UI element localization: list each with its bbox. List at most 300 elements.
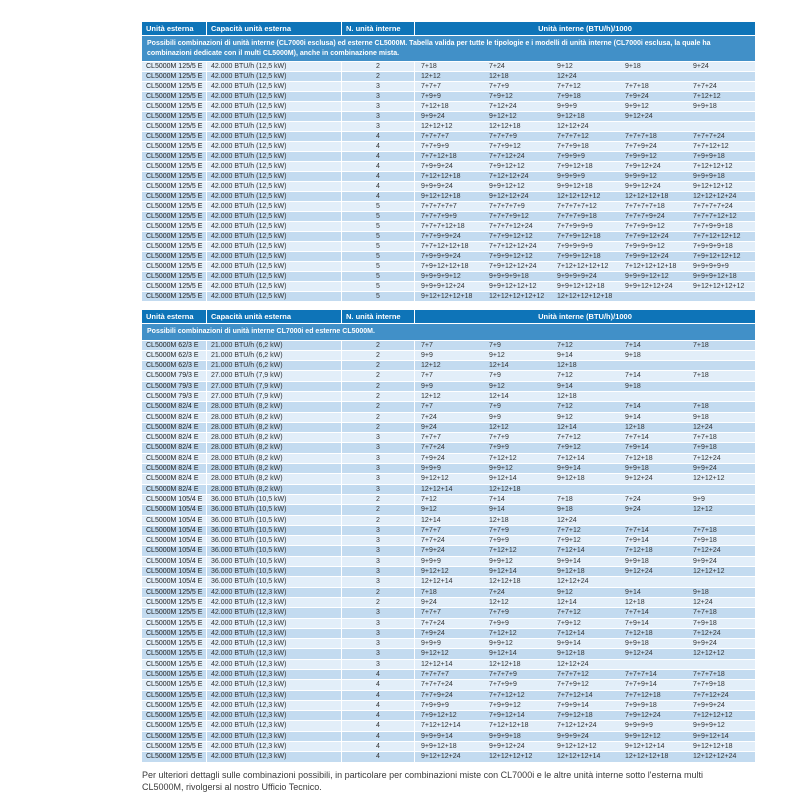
cell-combination: 7+24	[489, 63, 505, 70]
cell-indoor-count: 2	[342, 505, 415, 514]
table-row	[142, 598, 755, 608]
cell-combination: 7+7+7	[421, 609, 441, 617]
table-row	[142, 454, 755, 464]
cell-capacity: 42.000 BTU/h (12,5 kW)	[207, 182, 342, 191]
cell-outdoor-unit: CL5000M 105/4 E	[142, 567, 207, 576]
cell-combination: 9+9+9+12	[693, 722, 725, 730]
table-row	[142, 536, 755, 546]
cell-indoor-count: 4	[342, 691, 415, 700]
cell-combination: 9+9+18	[693, 103, 717, 110]
cell-indoor-count: 2	[342, 72, 415, 81]
cell-combination: 9+18	[557, 506, 573, 514]
table-row	[142, 691, 755, 701]
cell-combination: 7+7+7+9	[489, 671, 517, 678]
cell-combination: 7+9+12	[489, 93, 513, 100]
cell-indoor-count: 4	[342, 162, 415, 171]
table-row	[142, 464, 755, 474]
cell-combination: 7+9+14	[625, 444, 649, 452]
cell-combination	[619, 361, 687, 370]
cell-capacity: 42.000 BTU/h (12,5 kW)	[207, 62, 342, 71]
cell-combination: 7+12+12	[489, 454, 517, 462]
cell-capacity: 42.000 BTU/h (12,5 kW)	[207, 222, 342, 231]
cell-indoor-count: 3	[342, 577, 415, 586]
cell-capacity: 42.000 BTU/h (12,5 kW)	[207, 212, 342, 221]
cell-combination: 12+12+12+24	[693, 193, 737, 200]
cell-indoor-count: 3	[342, 474, 415, 483]
cell-combination: 7+7+12	[557, 434, 581, 442]
cell-combination: 9+12	[421, 506, 437, 514]
cell-combination: 7+12+12+12	[693, 163, 733, 170]
cell-combination: 7+7+7	[421, 83, 441, 90]
cell-combination: 7+7+9+18	[693, 681, 725, 689]
cell-capacity: 28.000 BTU/h (8,2 kW)	[207, 433, 342, 442]
table-row	[142, 202, 755, 212]
cell-combination: 7+7+9+9	[489, 681, 517, 689]
cell-outdoor-unit: CL5000M 125/5 E	[142, 252, 207, 261]
cell-combination: 12+12+12+12	[489, 753, 533, 761]
cell-combination: 7+7+7+24	[421, 681, 453, 689]
cell-outdoor-unit: CL5000M 125/5 E	[142, 272, 207, 281]
cell-combination: 9+18	[625, 351, 641, 359]
cell-indoor-count: 3	[342, 660, 415, 669]
cell-indoor-count: 5	[342, 272, 415, 281]
cell-outdoor-unit: CL5000M 125/5 E	[142, 711, 207, 720]
table-note: Possibili combinazioni di unità interne CL7000i ed esterne CL5000M.	[142, 324, 755, 340]
cell-combination: 9+14	[557, 382, 573, 390]
cell-outdoor-unit: CL5000M 125/5 E	[142, 222, 207, 231]
table-row	[142, 122, 755, 132]
table-row	[142, 413, 755, 423]
cell-combination	[687, 392, 755, 401]
cell-combination: 7+12	[557, 372, 573, 380]
cell-capacity: 36.000 BTU/h (10,5 kW)	[207, 567, 342, 576]
cell-indoor-count: 2	[342, 402, 415, 411]
table-row	[142, 282, 755, 292]
cell-combination: 9+12	[557, 413, 573, 421]
cell-outdoor-unit: CL5000M 125/5 E	[142, 670, 207, 679]
cell-combination: 7+9+9+9	[421, 701, 449, 709]
cell-combination: 7+9+14	[625, 537, 649, 545]
cell-combination: 9+12+12	[421, 568, 449, 576]
table-row	[142, 341, 755, 351]
table-row	[142, 649, 755, 659]
cell-indoor-count: 3	[342, 92, 415, 101]
cell-capacity: 42.000 BTU/h (12,3 kW)	[207, 619, 342, 628]
cell-combination: 7+7+9+9+9	[557, 223, 593, 230]
cell-combination: 7+12+24	[693, 629, 721, 637]
cell-combination: 7+7+9+9	[421, 143, 449, 150]
cell-indoor-count: 4	[342, 742, 415, 751]
cell-combination: 9+9+12	[489, 465, 513, 473]
cell-combination: 7+7+12+24	[489, 153, 525, 160]
cell-outdoor-unit: CL5000M 125/5 E	[142, 292, 207, 301]
cell-combination: 12+14	[489, 362, 509, 370]
cell-combination: 9+24	[421, 423, 437, 431]
cell-capacity: 36.000 BTU/h (10,5 kW)	[207, 546, 342, 555]
cell-combination: 7+7+9	[489, 434, 509, 442]
table-row	[142, 588, 755, 598]
table-row	[142, 443, 755, 453]
cell-capacity: 36.000 BTU/h (10,5 kW)	[207, 536, 342, 545]
cell-indoor-count: 2	[342, 516, 415, 525]
table-row	[142, 262, 755, 272]
cell-indoor-count: 3	[342, 443, 415, 452]
cell-combination: 7+7+12+18	[625, 691, 661, 699]
cell-capacity: 42.000 BTU/h (12,3 kW)	[207, 701, 342, 710]
cell-combination: 7+9+12+14	[489, 712, 525, 720]
cell-outdoor-unit: CL5000M 125/5 E	[142, 732, 207, 741]
cell-combination: 12+12+12+12+12	[489, 293, 545, 300]
cell-combination: 9+12+18	[557, 650, 585, 658]
cell-combination: 12+18	[557, 392, 577, 400]
cell-capacity: 42.000 BTU/h (12,3 kW)	[207, 588, 342, 597]
table-row	[142, 516, 755, 526]
cell-combination: 7+7+7+24	[693, 133, 725, 140]
cell-outdoor-unit: CL5000M 125/5 E	[142, 660, 207, 669]
cell-combination: 9+9+9+9+12	[421, 273, 461, 280]
table-row	[142, 382, 755, 392]
cell-combination: 7+7+12+12+12	[693, 233, 741, 240]
cell-combination: 7+9+9	[489, 444, 509, 452]
cell-combination: 7+7+9	[489, 526, 509, 534]
table-row	[142, 351, 755, 361]
cell-outdoor-unit: CL5000M 125/5 E	[142, 192, 207, 201]
table-row	[142, 732, 755, 742]
cell-combination: 9+18	[625, 63, 641, 70]
cell-indoor-count: 4	[342, 192, 415, 201]
cell-indoor-count: 2	[342, 341, 415, 350]
table-row	[142, 182, 755, 192]
cell-outdoor-unit: CL5000M 125/5 E	[142, 639, 207, 648]
cell-capacity: 28.000 BTU/h (8,2 kW)	[207, 464, 342, 473]
table-row	[142, 392, 755, 402]
cell-indoor-count: 3	[342, 454, 415, 463]
table-note: Possibili combinazioni di unità interne (CL7000i esclusa) ed esterne CL5000M. Tabella valida per tutte le tipologie e i modelli di unità interne (CL7000i esclusa, la quale ha combinazioni dedicate con il multi CL5000M), anche in combinazione mista.	[142, 36, 755, 61]
table-row	[142, 132, 755, 142]
cell-combination: 12+12+12+12+18	[557, 293, 613, 300]
cell-combination: 7+12+12+24	[557, 722, 597, 730]
cell-combination: 9+9+9+12+18	[693, 273, 737, 280]
table-row	[142, 505, 755, 515]
table-header-row	[142, 310, 755, 323]
table-row	[142, 92, 755, 102]
cell-outdoor-unit: CL5000M 79/3 E	[142, 371, 207, 380]
cell-combination: 12+18	[489, 73, 509, 80]
cell-capacity: 42.000 BTU/h (12,5 kW)	[207, 152, 342, 161]
cell-indoor-count: 5	[342, 262, 415, 271]
cell-combination: 7+7+7+18	[625, 133, 657, 140]
cell-outdoor-unit: CL5000M 82/4 E	[142, 402, 207, 411]
cell-capacity: 36.000 BTU/h (10,5 kW)	[207, 577, 342, 586]
cell-combination: 7+7+14	[625, 609, 649, 617]
cell-combination	[687, 72, 755, 81]
cell-combination: 9+9+9	[421, 640, 441, 648]
cell-combination: 9+12+12	[489, 113, 517, 120]
cell-combination: 7+7+7+9+9	[421, 213, 457, 220]
cell-combination: 7+7+24	[693, 83, 717, 90]
cell-combination: 7+18	[693, 341, 709, 349]
cell-indoor-count: 2	[342, 392, 415, 401]
cell-combination: 9+9+24	[693, 465, 717, 473]
cell-capacity: 42.000 BTU/h (12,5 kW)	[207, 92, 342, 101]
cell-combination: 7+7+9+12+18	[557, 233, 601, 240]
cell-indoor-count: 5	[342, 232, 415, 241]
cell-combination: 12+18	[625, 598, 645, 606]
cell-outdoor-unit: CL5000M 125/5 E	[142, 619, 207, 628]
cell-outdoor-unit: CL5000M 125/5 E	[142, 752, 207, 761]
cell-combination: 12+12	[421, 362, 441, 370]
cell-combination: 9+12	[557, 63, 573, 70]
cell-indoor-count: 3	[342, 608, 415, 617]
cell-outdoor-unit: CL5000M 125/5 E	[142, 102, 207, 111]
cell-combination	[687, 351, 755, 360]
table-row	[142, 474, 755, 484]
cell-combination: 7+9+12+12+18	[421, 263, 469, 270]
cell-combination: 7+7+7+12	[557, 671, 589, 678]
cell-indoor-count: 4	[342, 711, 415, 720]
cell-outdoor-unit: CL5000M 125/5 E	[142, 142, 207, 151]
cell-combination: 9+9+12	[489, 640, 513, 648]
cell-combination: 7+9+9+9+24	[421, 253, 461, 260]
cell-combination: 7+9+12+12+12	[693, 253, 741, 260]
cell-indoor-count: 5	[342, 292, 415, 301]
cell-outdoor-unit: CL5000M 105/4 E	[142, 546, 207, 555]
cell-combination: 9+12+12+18	[421, 193, 461, 200]
table-row	[142, 495, 755, 505]
cell-indoor-count: 3	[342, 536, 415, 545]
cell-combination: 7+7+12+12+24	[489, 243, 537, 250]
cell-combination: 12+12+12	[693, 568, 725, 576]
cell-combination: 7+12+18	[625, 547, 653, 555]
table-row	[142, 660, 755, 670]
cell-combination: 7+7+9+9+24	[421, 233, 461, 240]
cell-combination: 7+9	[489, 372, 501, 380]
cell-indoor-count: 3	[342, 557, 415, 566]
cell-combination: 7+9+12+12	[421, 712, 457, 720]
cell-capacity: 28.000 BTU/h (8,2 kW)	[207, 423, 342, 432]
cell-outdoor-unit: CL5000M 125/5 E	[142, 649, 207, 658]
cell-combination: 7+7+7+9+12	[489, 213, 529, 220]
cell-combination	[687, 660, 755, 669]
cell-combination: 9+12+12	[421, 650, 449, 658]
table-row	[142, 361, 755, 371]
cell-combination: 7+7+9+24	[421, 691, 453, 699]
cell-combination	[619, 72, 687, 81]
cell-capacity: 36.000 BTU/h (10,5 kW)	[207, 526, 342, 535]
cell-indoor-count: 4	[342, 172, 415, 181]
cell-combination: 7+9+18	[693, 619, 717, 627]
cell-combination: 9+12+24	[625, 568, 653, 576]
cell-combination: 7+14	[625, 341, 641, 349]
cell-capacity: 42.000 BTU/h (12,5 kW)	[207, 172, 342, 181]
cell-indoor-count: 3	[342, 464, 415, 473]
cell-indoor-count: 2	[342, 361, 415, 370]
cell-combination: 7+7+12	[557, 526, 581, 534]
cell-combination: 12+14	[489, 392, 509, 400]
column-header-indoor-units: Unità interne (BTU/h)/1000	[415, 22, 755, 35]
table-row	[142, 402, 755, 412]
cell-combination: 7+9+9+9+18	[693, 243, 733, 250]
cell-outdoor-unit: CL5000M 105/4 E	[142, 516, 207, 525]
cell-combination: 7+9+12+24	[625, 163, 661, 170]
cell-capacity: 42.000 BTU/h (12,3 kW)	[207, 691, 342, 700]
cell-combination: 7+14	[489, 495, 505, 503]
cell-combination: 7+7+18	[693, 434, 717, 442]
cell-capacity: 36.000 BTU/h (10,5 kW)	[207, 557, 342, 566]
cell-outdoor-unit: CL5000M 125/5 E	[142, 182, 207, 191]
cell-combination: 12+12+12	[421, 123, 453, 130]
cell-outdoor-unit: CL5000M 105/4 E	[142, 557, 207, 566]
cell-combination: 7+9+9	[489, 537, 509, 545]
cell-combination	[619, 485, 687, 494]
column-header-indoor-count: N. unità interne	[342, 22, 415, 35]
cell-combination: 7+7+7+7+12	[557, 203, 597, 210]
cell-indoor-count: 3	[342, 485, 415, 494]
cell-indoor-count: 2	[342, 62, 415, 71]
cell-combination: 7+7+14	[625, 526, 649, 534]
cell-combination: 9+14	[557, 351, 573, 359]
cell-indoor-count: 3	[342, 102, 415, 111]
cell-combination: 7+7+12+18	[421, 153, 457, 160]
cell-combination: 9+9+9	[557, 103, 577, 110]
cell-combination: 9+9+9+24	[557, 732, 589, 740]
cell-combination: 9+12+18	[557, 475, 585, 483]
table-row	[142, 72, 755, 82]
cell-combination: 12+12+12+24	[693, 753, 737, 761]
cell-capacity: 27.000 BTU/h (7,9 kW)	[207, 382, 342, 391]
cell-combination: 7+12+18	[421, 103, 449, 110]
cell-combination: 7+9+12	[557, 444, 581, 452]
cell-combination: 7+12+24	[489, 103, 517, 110]
cell-capacity: 42.000 BTU/h (12,5 kW)	[207, 252, 342, 261]
cell-combination: 7+9+18	[693, 444, 717, 452]
table-row	[142, 670, 755, 680]
cell-combination: 9+9+9+9+9	[693, 263, 729, 270]
cell-outdoor-unit: CL5000M 82/4 E	[142, 433, 207, 442]
cell-capacity: 42.000 BTU/h (12,5 kW)	[207, 102, 342, 111]
footer-note: Per ulteriori dettagli sulle combinazioni possibili, in particolare per combinazioni miste con CL7000i e le altre unità interne sotto l'esterna multi CL5000M, rivolgersi al nostro Ufficio Tecnico.	[142, 770, 704, 792]
cell-combination: 9+9+9	[421, 557, 441, 565]
cell-combination: 9+18	[693, 413, 709, 421]
cell-combination: 7+9+12	[557, 619, 581, 627]
cell-capacity: 42.000 BTU/h (12,5 kW)	[207, 192, 342, 201]
cell-combination: 7+12+14	[557, 629, 585, 637]
cell-capacity: 42.000 BTU/h (12,3 kW)	[207, 721, 342, 730]
table-row	[142, 252, 755, 262]
table-row	[142, 680, 755, 690]
cell-combination: 7+9+9+14	[557, 701, 589, 709]
cell-outdoor-unit: CL5000M 82/4 E	[142, 464, 207, 473]
cell-combination: 7+7+7+12+24	[489, 223, 533, 230]
cell-combination: 9+9+9+12+12	[625, 273, 669, 280]
table-body	[142, 62, 755, 302]
table-row	[142, 752, 755, 762]
cell-combination: 9+9+12+24	[625, 183, 661, 190]
cell-combination: 12+18	[625, 423, 645, 431]
cell-capacity: 27.000 BTU/h (7,9 kW)	[207, 371, 342, 380]
cell-combination: 7+7+18	[625, 83, 649, 90]
cell-combination: 12+12	[489, 598, 509, 606]
cell-combination: 7+7+9+9+12	[625, 223, 665, 230]
cell-combination: 9+9+9+9+18	[489, 273, 529, 280]
cell-combination: 12+12+12	[693, 650, 725, 658]
cell-combination: 9+9+12+12	[625, 732, 661, 740]
cell-combination	[687, 361, 755, 370]
cell-capacity: 28.000 BTU/h (8,2 kW)	[207, 443, 342, 452]
cell-combination: 12+12+14	[421, 660, 453, 668]
cell-outdoor-unit: CL5000M 125/5 E	[142, 92, 207, 101]
cell-indoor-count: 2	[342, 413, 415, 422]
cell-combination: 7+7+7+12+18	[421, 223, 465, 230]
cell-combination: 9+12+14	[489, 568, 517, 576]
cell-indoor-count: 4	[342, 142, 415, 151]
cell-indoor-count: 3	[342, 629, 415, 638]
cell-combination: 9+12+14	[489, 475, 517, 483]
cell-combination: 7+12+12+18	[489, 722, 529, 730]
cell-combination: 9+18	[693, 588, 709, 596]
cell-outdoor-unit: CL5000M 125/5 E	[142, 588, 207, 597]
cell-combination	[619, 392, 687, 401]
cell-combination: 7+9+14	[625, 619, 649, 627]
cell-capacity: 42.000 BTU/h (12,5 kW)	[207, 262, 342, 271]
table-row	[142, 172, 755, 182]
cell-outdoor-unit: CL5000M 125/5 E	[142, 172, 207, 181]
table-row	[142, 232, 755, 242]
cell-combination: 9+12+12	[421, 475, 449, 483]
cell-outdoor-unit: CL5000M 82/4 E	[142, 485, 207, 494]
cell-indoor-count: 2	[342, 495, 415, 504]
cell-combination: 7+9+9+18	[693, 153, 725, 160]
cell-combination: 7+12+18	[625, 629, 653, 637]
cell-combination: 7+9+9+18	[625, 701, 657, 709]
cell-combination: 7+7+7	[421, 434, 441, 442]
cell-combination: 7+7+7+7+7	[421, 203, 457, 210]
cell-combination: 7+9+9+12	[489, 701, 521, 709]
cell-outdoor-unit: CL5000M 125/5 E	[142, 691, 207, 700]
cell-combination: 7+7	[421, 372, 433, 380]
cell-outdoor-unit: CL5000M 62/3 E	[142, 361, 207, 370]
cell-outdoor-unit: CL5000M 125/5 E	[142, 608, 207, 617]
cell-combination: 9+9+14	[557, 557, 581, 565]
cell-combination: 7+18	[693, 403, 709, 411]
cell-combination: 7+12	[557, 341, 573, 349]
table-row	[142, 242, 755, 252]
cell-combination: 7+24	[489, 588, 505, 596]
cell-combination: 9+12+24	[625, 113, 653, 120]
cell-outdoor-unit: CL5000M 125/5 E	[142, 212, 207, 221]
cell-combination	[619, 292, 687, 301]
cell-combination: 7+7+12	[557, 83, 581, 90]
cell-indoor-count: 3	[342, 433, 415, 442]
cell-combination: 7+7+7+7	[421, 133, 449, 140]
cell-combination: 7+7+9+12+12	[489, 233, 533, 240]
cell-combination: 12+12+24	[557, 578, 589, 586]
column-header-outdoor-unit: Unità esterna	[142, 310, 207, 323]
cell-combination: 7+9+9+9+12	[625, 243, 665, 250]
cell-outdoor-unit: CL5000M 125/5 E	[142, 262, 207, 271]
cell-combination: 9+9+12+12+24	[625, 283, 673, 290]
cell-combination: 7+9+9	[421, 93, 441, 100]
cell-indoor-count: 4	[342, 152, 415, 161]
cell-outdoor-unit: CL5000M 125/5 E	[142, 232, 207, 241]
table-row	[142, 557, 755, 567]
cell-combination: 7+7+9+12	[489, 143, 521, 150]
table-row	[142, 192, 755, 202]
table-row	[142, 711, 755, 721]
cell-combination: 9+9	[421, 351, 433, 359]
cell-combination: 9+9+9+9	[625, 722, 653, 730]
cell-combination: 9+9+9+12	[625, 173, 657, 180]
